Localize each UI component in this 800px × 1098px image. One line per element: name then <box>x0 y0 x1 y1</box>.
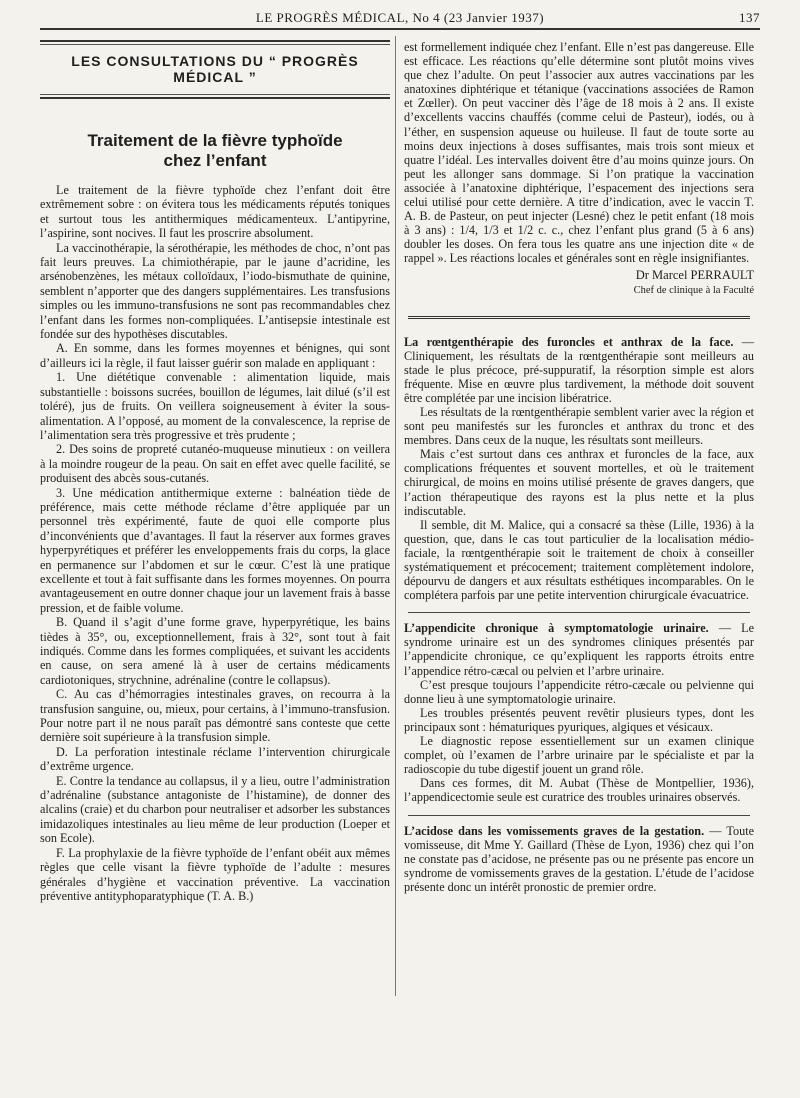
paragraph: Mais c’est surtout dans ces anthrax et furoncles de la face, aux complications fréquentes et souvent mortelles, et où le traitement chirurgical, de moins en moins utilisé présente de graves dangers, que l’action thérapeutique des rayons est la plus nette et la plus indiscutable. <box>404 447 754 518</box>
brief-text: — Toute vomisseuse, dit Mme Y. Gaillard (Thèse de Lyon, 1936) chez qui l’on ne constate pas d’acidose, ne présente pas ou ne présente pas encore un syndrome de vomissements graves de la gestation. L’étude de l’acidose présente donc un intérêt pronostic de premier ordre. <box>404 823 755 894</box>
article-body <box>40 183 390 903</box>
banner-rule-top <box>40 40 390 42</box>
brief-separator <box>408 815 750 816</box>
paragraph: D. La perforation intestinale réclame l’intervention chirurgicale d’extrême urgence. <box>40 744 390 774</box>
paragraph: E. Contre la tendance au collapsus, il y a lieu, outre l’administration d’adrénaline (substance antagoniste de l’histamine), de donner des alcalins (craie) et du charbon pour neutraliser et adsorber les substances imidazoliques intestinales au lieu même de leur production (Loeper et son Ecole). <box>40 773 390 846</box>
brief-text: — Le syndrome urinaire est un des syndromes cliniques présentés par l’appendicite chronique, ce qu’expliquent les rapports étroits entre l’appendice rétro-cæcal ou pelvien et l’arbre urinaire. <box>404 621 754 678</box>
brief-topic: L’appendicite chronique à symptomatologie urinaire. <box>404 621 709 636</box>
banner-rule-bottom <box>40 97 390 99</box>
brief-topic: La rœntgenthérapie des furoncles et anthrax de la face. <box>404 334 734 349</box>
paragraph: Le traitement de la fièvre typhoïde chez l’enfant doit être extrêmement sobre : on évitera tous les médicaments réputés toniques et surtout tous les antithermiques médicamenteux. L’antipyrine, l’aspirine, sont nocives. Il faut les proscrire absolument. <box>40 183 390 241</box>
article-title <box>40 131 390 171</box>
paragraph: Dans ces formes, dit M. Aubat (Thèse de Montpellier, 1936), l’appendicectomie seule est curatrice des troubles urinaires observés. <box>404 776 754 805</box>
paragraph: F. La prophylaxie de la fièvre typhoïde de l’enfant obéit aux mêmes règles que celle visant la fièvre typhoïde de l’adulte : mesures générales d’hygiène et vaccination préventive. La vaccination préventive antityphoparatyphique (T. A. B.) <box>40 845 390 903</box>
continuation-paragraph: est formellement indiquée chez l’enfant. Elle n’est pas dangereuse. Elle est efficace. Les réactions qu’elle détermine sont plutôt moins vives que chez l’adulte. On peut l’associer aux autres vaccinations par les anatoxines diphtérique et tétanique (vaccinations associées de Ramon et Zœller). On peut vacciner dès l’âge de 18 mois à 2 ans. Il existe d’excellents vaccins chauffés (comme celui de Pasteur), iodés, ou à l’éther, en suspension aqueuse ou huileuse. Il faut de toute sorte au moins deux injections à doses suffisantes, mais trois sont mieux et quatre l’idéal. Les intervalles doivent être d’au moins quinze jours. On peut les allonger sans dommage. Si l’on pratique la vaccination associée à l’anatoxine diphtérique, l’espacement des injections sera celui utilisé pour cette dernière. A titre d’indication, avec le vaccin T. A. B. de Pasteur, on peut injecter (Lesné) chez le petit enfant (18 mois à 3 ans) : 1/4, 1/3 et 1/2 c. c., chez l’enfant plus grand (5 à 6 ans) doubler les doses. On fera tous les quatre ans une injection dite « de rappel ». Les réactions locales et générales sont en règle insignifiantes. <box>404 40 754 266</box>
brief-text: — Cliniquement, les résultats de la rœntgenthérapie sont meilleurs au stade le plus précoce, pré-suppuratif, la résorption simple est alors fréquente. Mise en œuvre plus tardivement, la méthode doit souvent être complétée par une incision libératrice. <box>404 334 755 405</box>
paragraph: Il semble, dit M. Malice, qui a consacré sa thèse (Lille, 1936) à la question, que, dans le cas tout particulier de la localisation médio-faciale, la rœntgenthérapie soit le traitement de choix à conseiller systématiquement et précocement; traitement complètement indolore, dépourvu de dangers et aux résultats esthétiques incomparables. On le complétera parfois par une petite intervention chirurgicale évacuatrice. <box>404 517 754 603</box>
paragraph: 2. Des soins de propreté cutanéo-muqueuse minutieux : on veillera à la moindre rougeur de la peau. On sait en effet avec quelle facilité, se produisent des abcès sous-cutanés. <box>40 442 390 486</box>
brief-item <box>404 335 754 603</box>
section-banner: LES CONSULTATIONS DU “ PROGRÈS MÉDICAL ” <box>71 53 359 85</box>
author-title: Chef de clinique à la Faculté <box>633 284 754 296</box>
brief-lead <box>404 621 754 677</box>
article-title-line-1: Traitement de la fièvre typhoïde <box>87 131 343 150</box>
brief-item <box>404 621 754 804</box>
author-signature: Dr Marcel PERRAULT <box>635 267 754 282</box>
column-divider <box>395 36 396 996</box>
banner-rule-bottom-thin <box>40 94 390 95</box>
paragraph: Les résultats de la rœntgenthérapie semblent varier avec la région et sont peu manifestés sur les furoncles et anthrax du tronc et des membres. Dans ceux de la nuque, les résultats sont meilleurs. <box>404 404 754 448</box>
article-title-line-2: chez l’enfant <box>163 151 267 170</box>
section-separator <box>408 316 750 319</box>
paragraph: C’est presque toujours l’appendicite rétro-cæcale ou pelvienne qui donne lieu à une symptomatologie urinaire. <box>404 677 754 706</box>
paragraph: 1. Une diététique convenable : alimentation liquide, mais substantielle : boissons sucrées, bouillon de légumes, lait dilué (s’il est toléré), jus de fruits. On veillera soigneusement à éviter la sous-alimentation. A l’opposé, au moment de la convalescence, la reprise de l’alimentation sera très progressive et très prudente ; <box>40 370 390 442</box>
page-number: 137 <box>739 10 760 25</box>
right-column <box>404 40 754 894</box>
brief-item <box>404 824 754 894</box>
brief-topic: L’acidose dans les vomissements graves de la gestation. <box>404 823 705 838</box>
running-head <box>40 8 760 30</box>
paragraph: C. Au cas d’hémorragies intestinales graves, on recourra à la transfusion sanguine, ou, mieux, pour certains, à l’immuno-transfusion. Pour notre part il ne nous paraît pas démontré sans conteste que cette dernière soit supérieure à la transfusion simple. <box>40 687 390 745</box>
paragraph: A. En somme, dans les formes moyennes et bénignes, qui sont d’ailleurs ici la règle, il faut laisser guérir son malade en appliquant : <box>40 341 390 370</box>
brief-lead <box>404 824 754 894</box>
paragraph: B. Quand il s’agit d’une forme grave, hyperpyrétique, les bains tièdes à 35°, ou, exceptionnellement, frais à 32°, sont tout à fait indiqués. Comme dans les formes compliquées, et suivant les accidents en cause, on sera amené là à user de certains médicaments cardiotoniques, strychnine, adrénaline (contre le collapsus). <box>40 615 390 687</box>
paragraph: 3. Une médication antithermique externe : balnéation tiède de préférence, mais cette méthode réclame d’être appliquée par un personnel très expérimenté, faute de quoi elle comporte plus d’inconvénients que d’avantages. Il faut la réserver aux formes graves hyperpyrétiques et préférer les enveloppements frais du corps, la glace en permanence sur l’abdomen et sur le cœur. C’est là une pratique excellente et tout à fait suffisante dans les formes moyennes. On pourra avantageusement en outre donner chaque jour un lavement frais à basse pression, et de faible volume. <box>40 485 390 615</box>
brief-separator <box>408 612 750 613</box>
left-column <box>40 40 390 903</box>
paragraph: Le diagnostic repose essentiellement sur un examen clinique complet, où l’examen de l’arbre urinaire par le spécialiste et par la radioscopie du tube digestif jouent un grand rôle. <box>404 734 754 777</box>
paragraph: La vaccinothérapie, la sérothérapie, les méthodes de choc, n’ont pas fait leurs preuves. La chimiothérapie, par le jaune d’acridine, les arsénobenzènes, les métaux colloïdaux, l’iodo-bismuthate de quinine, semblent n’apporter que des dangers supplémentaires. Les transfusions simples ou les immuno-transfusions ne sont pas recommandables chez l’enfant dans les formes non-compliquées. L’antisepsie intestinale est fondée sur des hypothèses discutables. <box>40 240 390 342</box>
journal-title: LE PROGRÈS MÉDICAL, No 4 (23 Janvier 1937) <box>255 10 545 25</box>
brief-lead <box>404 335 754 405</box>
paragraph: Les troubles présentés peuvent revêtir plusieurs types, dont les principaux sont : hématuriques pyuriques, algiques et vésicaux. <box>404 705 754 734</box>
